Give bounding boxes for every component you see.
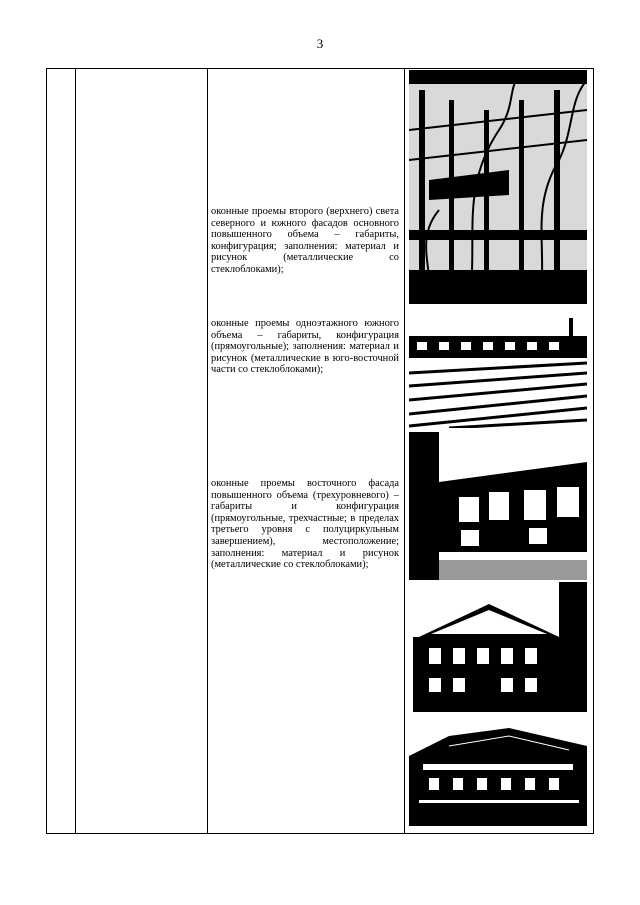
photo-east-facade-icon — [409, 432, 587, 580]
row-description: оконные проемы одноэтажного южного объема – габариты, конфигурация (прямоугольные); заполнения: материал и рисунок (металлические в юго-восточной части со стеклоблоками); — [211, 318, 399, 376]
photo-upper-windows-icon — [409, 70, 587, 304]
row-description: оконные проемы восточного фасада повышенного объема (трехуровневого) – габариты и конфигурация (прямоугольные, трехчастные; в пределах третьего уровня с полуциркульным завершением), местоположение; заполнения: материал и рисунок (металлические со стеклоблоками); — [211, 478, 399, 571]
column-divider — [75, 69, 76, 833]
photo-facade-detail-icon — [409, 716, 587, 826]
row-description: оконные проемы второго (верхнего) света северного и южного фасадов основного повышенного объема – габариты, конфигурация; заполнения: материал и рисунок (металлические со стеклоблоками); — [211, 206, 399, 275]
column-divider — [207, 69, 208, 833]
photo-pediment-facade-icon — [409, 582, 587, 712]
photo-south-wing-icon — [409, 318, 587, 428]
page-number: 3 — [316, 36, 324, 51]
column-divider — [404, 69, 405, 833]
